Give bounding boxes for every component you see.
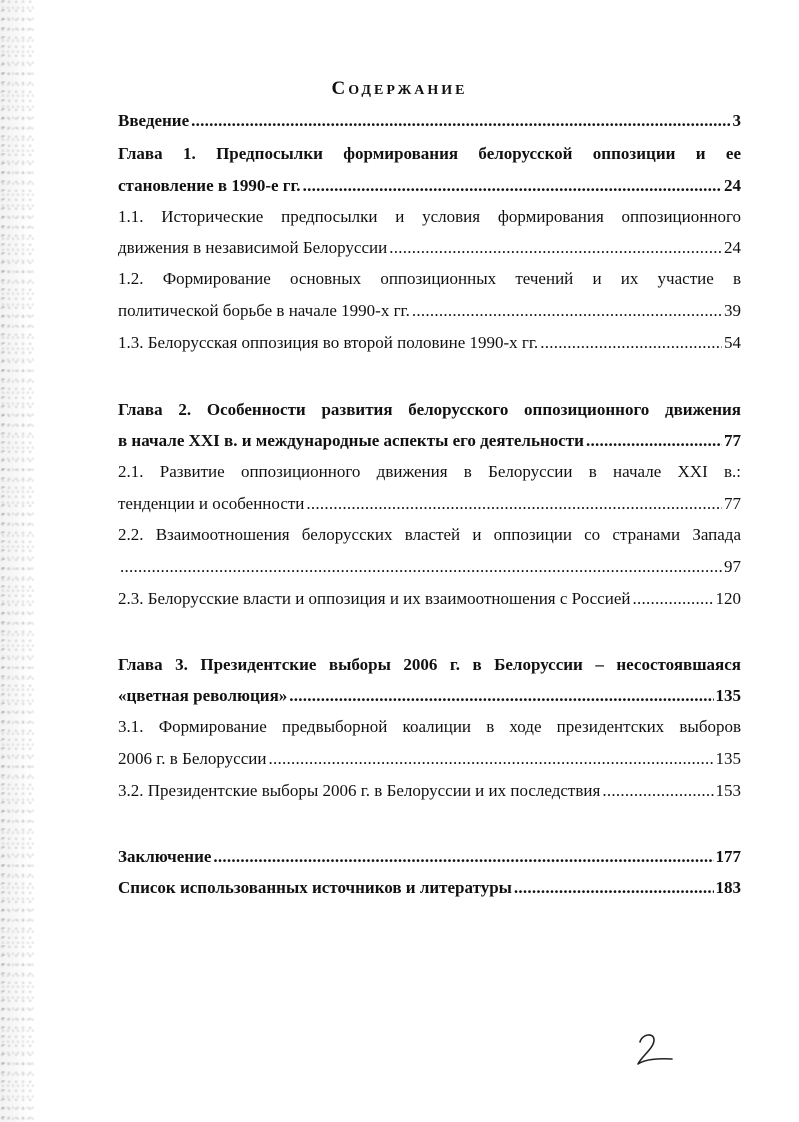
toc-section-3-1-line-2[interactable]: [118, 748, 741, 770]
toc-page-number: 77: [724, 494, 741, 513]
toc-page-number: 97: [724, 557, 741, 576]
dot-leader: [213, 846, 713, 868]
dot-leader: [389, 237, 722, 259]
dot-leader: [306, 493, 722, 515]
toc-chapter-3-line-1[interactable]: Глава 3. Президентские выборы 2006 г. в Белоруссии – несостоявшаяся: [118, 655, 741, 674]
toc-page-number: 39: [724, 301, 741, 320]
toc-section-2-1-line-1[interactable]: 2.1. Развитие оппозиционного движения в Белоруссии в начале XXI в.:: [118, 462, 741, 481]
toc-chapter-1-line-1[interactable]: Глава 1. Предпосылки формирования белорусской оппозиции и ее: [118, 144, 741, 163]
dot-leader: [412, 300, 722, 322]
toc-entry-intro[interactable]: [118, 110, 741, 132]
toc-entry-text: 2006 г. в Белоруссии: [118, 749, 267, 768]
dot-leader: [586, 430, 722, 452]
dot-leader: [120, 556, 722, 578]
toc-section-1-2-line-2[interactable]: [118, 300, 741, 322]
toc-entry-text: 3.2. Президентские выборы 2006 г. в Белоруссии и их последствия: [118, 781, 601, 800]
dot-leader: [268, 748, 713, 770]
handwritten-page-mark: [632, 1030, 680, 1070]
toc-page-number: 135: [715, 749, 741, 768]
toc-chapter-1-line-2[interactable]: [118, 175, 741, 197]
page-title-initial: С: [331, 78, 349, 99]
toc-entry-text: 1.3. Белорусская оппозиция во второй половине 1990-х гг.: [118, 333, 539, 352]
toc-page-number: 177: [715, 847, 741, 866]
toc-entry-text: в начале XXI в. и международные аспекты его деятельности: [118, 431, 584, 450]
toc-entry-text: тенденции и особенности: [118, 494, 305, 513]
toc-page-number: 153: [715, 781, 741, 800]
toc-chapter-3-line-2[interactable]: [118, 685, 741, 707]
toc-entry-text: становление в 1990-е гг.: [118, 176, 301, 195]
toc-page-number: 135: [715, 686, 741, 705]
toc-page-number: 54: [724, 333, 741, 352]
toc-entry-text: движения в независимой Белоруссии: [118, 238, 388, 257]
dot-leader: [514, 877, 714, 899]
toc-chapter-2-line-1[interactable]: Глава 2. Особенности развития белорусского оппозиционного движения: [118, 400, 741, 419]
scan-edge-noise: [0, 0, 34, 1122]
toc-section-1-2-line-1[interactable]: 1.2. Формирование основных оппозиционных течений и их участие в: [118, 269, 741, 288]
toc-entry-text: Список использованных источников и литературы: [118, 878, 512, 897]
toc-entry-text: политической борьбе в начале 1990-х гг.: [118, 301, 410, 320]
toc-page-number: 24: [724, 176, 741, 195]
toc-page-number: 24: [724, 238, 741, 257]
toc-section-1-1-line-2[interactable]: [118, 237, 741, 259]
dot-leader: [303, 175, 722, 197]
dot-leader: [540, 332, 722, 354]
page-title: [0, 78, 799, 100]
dot-leader: [289, 685, 713, 707]
toc-page-number: 120: [715, 589, 741, 608]
toc-section-1-1-line-1[interactable]: 1.1. Исторические предпосылки и условия формирования оппозиционного: [118, 207, 741, 226]
toc-section-1-3[interactable]: [118, 332, 741, 354]
dot-leader: [632, 588, 713, 610]
toc-entry-conclusion[interactable]: [118, 846, 741, 868]
toc-entry-bibliography[interactable]: [118, 877, 741, 899]
toc-section-3-1-line-1[interactable]: 3.1. Формирование предвыборной коалиции в ходе президентских выборов: [118, 717, 741, 736]
page-title-rest: ОДЕРЖАНИЕ: [348, 83, 468, 98]
toc-entry-text: Введение: [118, 111, 190, 130]
toc-entry-text: 2.3. Белорусские власти и оппозиция и их взаимоотношения с Россией: [118, 589, 631, 608]
toc-section-2-2-line-2[interactable]: [118, 556, 741, 578]
toc-entry-text: «цветная революция»: [118, 686, 288, 705]
toc-section-2-1-line-2[interactable]: [118, 493, 741, 515]
toc-page-number: 3: [732, 111, 741, 130]
toc-section-2-2-line-1[interactable]: 2.2. Взаимоотношения белорусских властей и оппозиции со странами Запада: [118, 525, 741, 544]
toc-entry-text: Заключение: [118, 847, 212, 866]
toc-section-3-2[interactable]: [118, 780, 741, 802]
toc-chapter-2-line-2[interactable]: [118, 430, 741, 452]
dot-leader: [602, 780, 713, 802]
toc-page-number: 77: [724, 431, 741, 450]
toc-page-number: 183: [715, 878, 741, 897]
dot-leader: [191, 110, 730, 132]
toc-section-2-3[interactable]: [118, 588, 741, 610]
